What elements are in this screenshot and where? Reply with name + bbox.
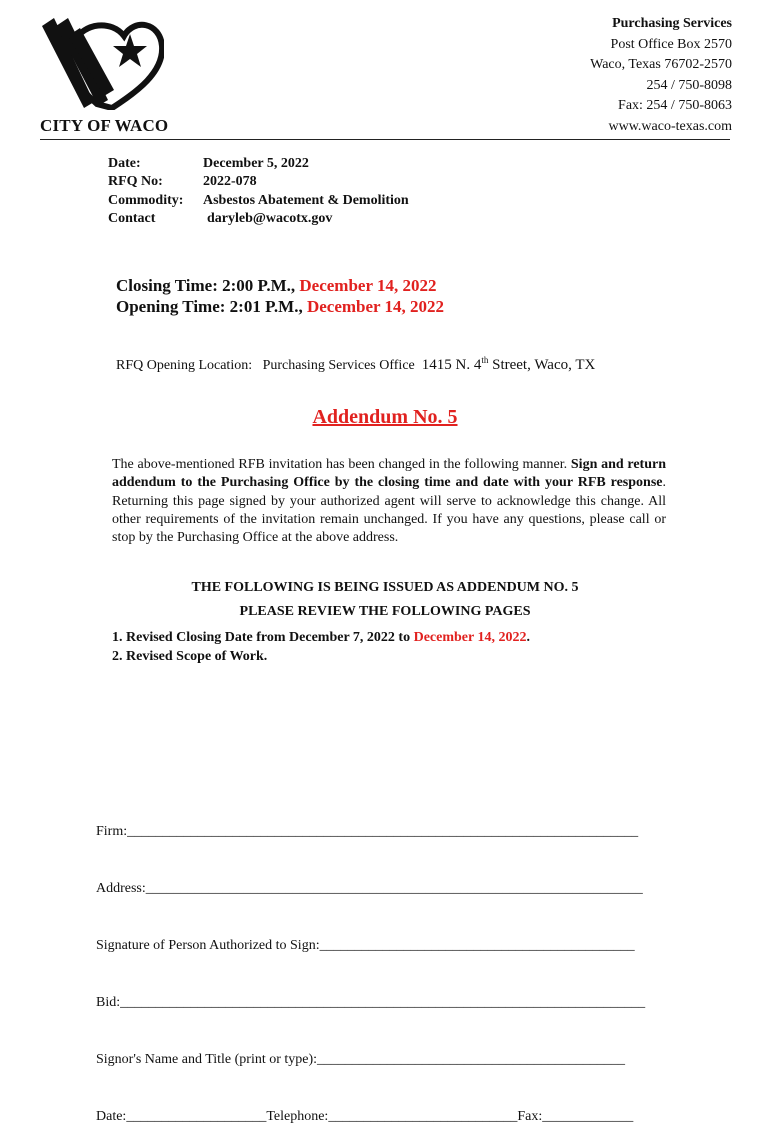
- closing-time: [116, 275, 444, 296]
- firm-field[interactable]: Firm:_________________________________________________________________________: [96, 824, 639, 839]
- w-stripes-icon: [42, 18, 114, 108]
- paragraph-intro: The above-mentioned RFB invitation has been changed in the following manner.: [112, 457, 571, 472]
- bid-field[interactable]: Bid:___________________________________________________________________________: [96, 995, 646, 1010]
- meta-date-row: [108, 155, 409, 173]
- signor-name-title-field[interactable]: Signor's Name and Title (print or type):____________________________________________: [96, 1052, 626, 1067]
- date-value: December 5, 2022: [203, 156, 309, 171]
- location-address-post: Street, Waco, TX: [488, 357, 596, 373]
- commodity-label: Commodity:: [108, 192, 184, 208]
- location-address: [422, 357, 596, 373]
- contact-label: Contact: [108, 210, 156, 226]
- address-field[interactable]: Address:_______________________________________________________________________: [96, 881, 643, 896]
- meta-commodity-row: [108, 192, 409, 210]
- city-name: CITY OF WACO: [40, 116, 169, 135]
- website-link[interactable]: www.waco-texas.com: [608, 118, 732, 134]
- star-icon: [113, 34, 147, 67]
- addendum-title: Addendum No. 5: [312, 406, 458, 428]
- location-office: Purchasing Services Office: [262, 358, 415, 373]
- rfq-meta: [108, 155, 409, 228]
- paragraph-rest: . Returning this page signed by your authorized agent will serve to acknowledge this change. All other requirements of the invitation remain unchanged. If you have any questions, please call or stop by the Purchasing Office at the above address.: [112, 475, 666, 546]
- location-label: RFQ Opening Location:: [116, 358, 253, 373]
- commodity-value: Asbestos Abatement & Demolition: [203, 192, 409, 208]
- opening-time: [116, 296, 444, 317]
- addendum-paragraph: [112, 456, 666, 547]
- city-of-waco-logo: [42, 12, 164, 110]
- issued-line-1: THE FOLLOWING IS BEING ISSUED AS ADDENDUM NO. 5: [191, 580, 579, 595]
- contact-email[interactable]: daryleb@wacotx.gov: [207, 210, 333, 226]
- department-name: Purchasing Services: [612, 16, 732, 31]
- opening-date: December 14, 2022: [306, 297, 445, 316]
- item-2: 2. Revised Scope of Work.: [112, 649, 268, 664]
- date-label: Date:: [108, 156, 141, 171]
- closing-time-label: Closing Time: 2:00 P.M.,: [116, 276, 300, 295]
- date-telephone-fax-field[interactable]: Date:____________________Telephone:___________________________Fax:_____________: [96, 1109, 634, 1124]
- department-address: [590, 14, 732, 137]
- addendum-items: [112, 628, 530, 666]
- item-1: [112, 628, 530, 647]
- opening-location: [116, 355, 595, 374]
- address-line: Waco, Texas 76702-2570: [590, 57, 732, 72]
- meta-rfq-row: [108, 173, 409, 191]
- item-1-prefix: 1. Revised Closing Date from December 7, 2022 to: [112, 630, 414, 645]
- signature-block: [96, 784, 645, 1145]
- issued-line-2: PLEASE REVIEW THE FOLLOWING PAGES: [239, 604, 531, 619]
- location-address-sup: th: [481, 355, 489, 365]
- closing-opening-times: [116, 275, 444, 317]
- location-address-pre: 1415 N. 4: [421, 357, 482, 373]
- meta-contact-row: [108, 210, 409, 228]
- fax-line: Fax: 254 / 750-8063: [618, 98, 732, 113]
- closing-date: December 14, 2022: [299, 276, 437, 295]
- item-1-date: December 14, 2022: [413, 630, 527, 645]
- rfq-label: RFQ No:: [108, 174, 163, 190]
- paragraph-bold-instruction: Sign and return addendum to the Purchasing Office by the closing time and date with your RFB response: [112, 457, 666, 491]
- header-rule: [40, 139, 730, 140]
- rfq-value: 2022-078: [203, 174, 257, 190]
- phone-line: 254 / 750-8098: [646, 77, 732, 93]
- authorized-signature-field[interactable]: Signature of Person Authorized to Sign:_____________________________________________: [96, 938, 635, 953]
- item-1-suffix: .: [526, 630, 530, 645]
- address-line: Post Office Box 2570: [610, 36, 732, 52]
- opening-time-label: Opening Time: 2:01 P.M.,: [116, 297, 307, 316]
- issued-notice: [0, 576, 770, 624]
